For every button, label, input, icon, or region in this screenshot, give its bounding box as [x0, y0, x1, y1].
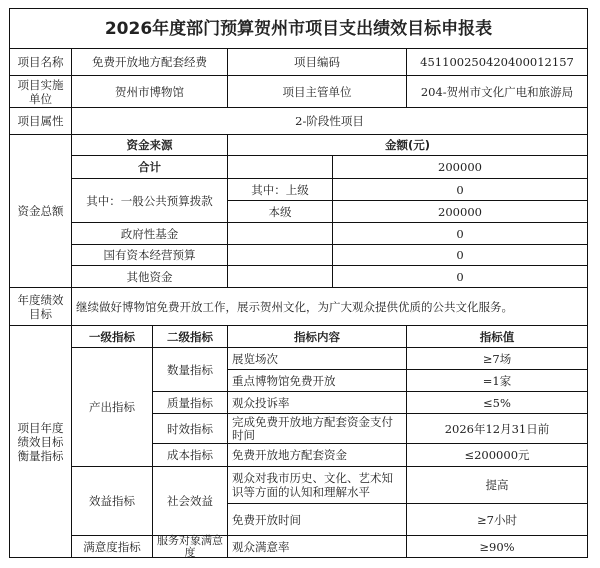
impl-unit-value: 贺州市博物馆 [71, 75, 228, 108]
indicator-value: 提高 [406, 466, 588, 504]
indicator-content: 观众投诉率 [227, 391, 407, 414]
level1-benefit: 效益指标 [71, 466, 153, 536]
annual-goal-label: 年度绩效目标 [9, 287, 72, 326]
indicator-value: =1家 [406, 369, 588, 392]
indicators-section-label: 项目年度绩效目标衡量指标 [9, 325, 72, 558]
funds-local-value: 200000 [332, 200, 588, 223]
funds-upper-value: 0 [332, 178, 588, 201]
funds-state-capital-label: 国有资本经营预算 [71, 244, 228, 266]
impl-unit-label: 项目实施单位 [9, 75, 72, 108]
level2-social-benefit: 社会效益 [152, 466, 228, 536]
level1-output: 产出指标 [71, 347, 153, 467]
indicator-content: 重点博物馆免费开放 [227, 369, 407, 392]
indicator-value: ≥7场 [406, 347, 588, 370]
funds-local-label: 本级 [227, 200, 333, 223]
funds-amount-header: 金额(元) [227, 134, 588, 156]
funds-general-label: 其中：一般公共预算拨款 [71, 178, 228, 223]
funds-source-header: 资金来源 [71, 134, 228, 156]
project-attr-label: 项目属性 [9, 107, 72, 135]
funds-upper-label: 其中：上级 [227, 178, 333, 201]
indicator-content: 完成免费开放地方配套资金支付时间 [227, 413, 407, 444]
annual-goal-text: 继续做好博物馆免费开放工作，展示贺州文化，为广大观众提供优质的公共文化服务。 [71, 287, 588, 326]
indicator-content: 免费开放地方配套资金 [227, 443, 407, 467]
funds-other-blank [227, 265, 333, 288]
indicator-content: 观众对我市历史、文化、艺术知识等方面的认知和理解水平 [227, 466, 407, 504]
funds-state-capital-value: 0 [332, 244, 588, 266]
funds-total-value: 200000 [332, 155, 588, 179]
indicator-content: 展览场次 [227, 347, 407, 370]
project-name-value: 免费开放地方配套经费 [71, 48, 228, 76]
funds-gov-fund-label: 政府性基金 [71, 222, 228, 245]
funds-other-value: 0 [332, 265, 588, 288]
level2-quantity: 数量指标 [152, 347, 228, 392]
header-level1: 一级指标 [71, 325, 153, 348]
funds-section-label: 资金总额 [9, 134, 72, 288]
level2-cost: 成本指标 [152, 443, 228, 467]
supervisor-value: 204-贺州市文化广电和旅游局 [406, 75, 588, 108]
indicator-content: 免费开放时间 [227, 503, 407, 536]
page-title: 2026年度部门预算贺州市项目支出绩效目标申报表 [9, 8, 588, 49]
funds-total-blank [227, 155, 333, 179]
level2-timeliness: 时效指标 [152, 413, 228, 444]
level2-quality: 质量指标 [152, 391, 228, 414]
indicator-value: ≤5% [406, 391, 588, 414]
level2-service-satisfaction: 服务对象满意度 [152, 535, 228, 558]
funds-state-capital-blank [227, 244, 333, 266]
project-code-label: 项目编码 [227, 48, 407, 76]
indicator-value: ≥90% [406, 535, 588, 558]
funds-gov-fund-value: 0 [332, 222, 588, 245]
project-name-label: 项目名称 [9, 48, 72, 76]
project-attr-value: 2-阶段性项目 [71, 107, 588, 135]
project-code-value: 451100250420400012157 [406, 48, 588, 76]
header-content: 指标内容 [227, 325, 407, 348]
indicator-content: 观众满意率 [227, 535, 407, 558]
header-value: 指标值 [406, 325, 588, 348]
supervisor-label: 项目主管单位 [227, 75, 407, 108]
funds-total-label: 合计 [71, 155, 228, 179]
indicator-value: 2026年12月31日前 [406, 413, 588, 444]
indicator-value: ≥7小时 [406, 503, 588, 536]
indicator-value: ≤200000元 [406, 443, 588, 467]
funds-gov-fund-blank [227, 222, 333, 245]
funds-other-label: 其他资金 [71, 265, 228, 288]
level1-satisfaction: 满意度指标 [71, 535, 153, 558]
header-level2: 二级指标 [152, 325, 228, 348]
